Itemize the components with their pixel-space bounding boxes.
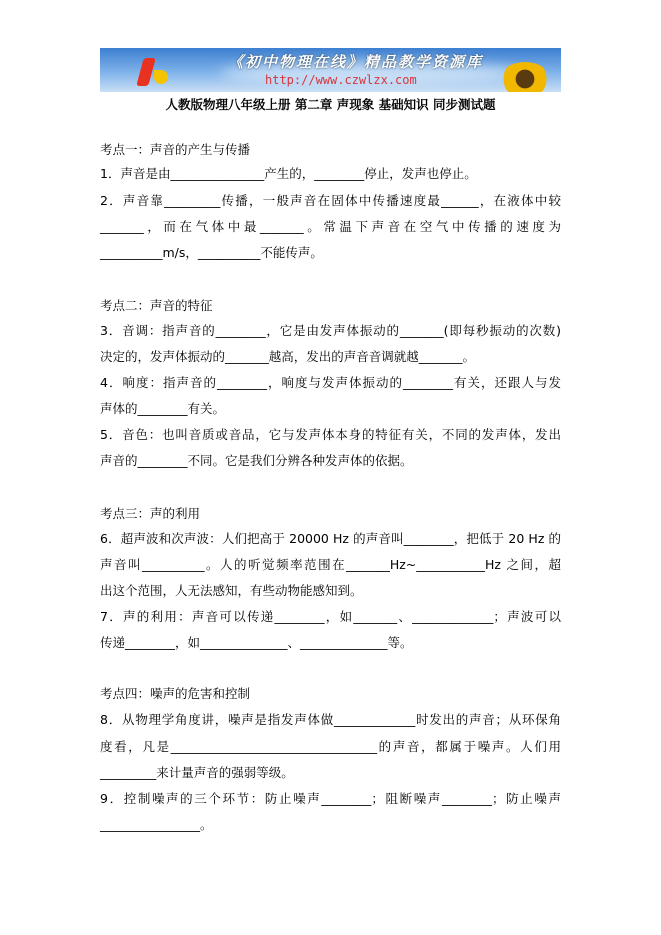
section-heading: 考点二：声音的特征 — [100, 298, 213, 313]
question-line: 决定的，发声体振动的_______越高，发出的声音音调就越_______。 — [100, 349, 476, 364]
question-line: 2．声音靠_________传播，一般声音在固体中传播速度最______，在液体中较 — [100, 193, 561, 208]
question-line: 声体的________有关。 — [100, 401, 226, 416]
question-line: 1．声音是由_______________产生的，________停止，发声也停止。 — [100, 166, 477, 181]
banner-url: http://www.czwlzx.com — [265, 73, 417, 87]
question-line: __________m/s，__________不能传声。 — [100, 245, 323, 260]
question-line: _________来计量声音的强弱等级。 — [100, 765, 294, 780]
section-heading: 考点四：噪声的危害和控制 — [100, 686, 251, 701]
question-line: 4．响度：指声音的________，响度与发声体振动的________有关，还跟人与发 — [100, 375, 561, 390]
document-title: 人教版物理八年级上册 第二章 声现象 基础知识 同步测试题 — [165, 97, 496, 112]
banner-title: 《初中物理在线》精品教学资源库 — [228, 53, 484, 71]
logo-icon-accent — [154, 70, 168, 84]
header-banner — [100, 48, 561, 92]
question-line: ________________。 — [100, 817, 213, 832]
question-line: 9．控制噪声的三个环节：防止噪声________；阻断噪声________；防止噪声 — [100, 791, 561, 806]
question-line: 8．从物理学角度讲，噪声是指发声体做_____________时发出的声音；从环保角 — [100, 712, 561, 727]
question-line: 声音的________不同。它是我们分辨各种发声体的依据。 — [100, 453, 413, 468]
question-line: _______，而在气体中最_______。常温下声音在空气中传播的速度为 — [100, 219, 561, 234]
question-line: 传递________，如______________、______________等。 — [100, 635, 413, 650]
logo-icon — [136, 58, 156, 86]
question-line: 3．音调：指声音的________，它是由发声体振动的_______(即每秒振动的次数) — [100, 323, 561, 338]
question-line: 6．超声波和次声波：人们把高于 20000 Hz 的声音叫________，把低于 20 Hz 的 — [100, 531, 561, 546]
question-line: 7．声的利用：声音可以传递________，如_______、_____________；声波可以 — [100, 609, 561, 624]
question-line: 度看，凡是_________________________________的声音，都属于噪声。人们用 — [100, 739, 561, 754]
question-line: 5．音色：也叫音质或音品，它与发声体本身的特征有关，不同的发声体，发出 — [100, 427, 561, 442]
sunflower-image — [500, 62, 550, 92]
section-heading: 考点一：声音的产生与传播 — [100, 142, 251, 157]
question-line: 声音叫__________。人的听觉频率范围在_______Hz~___________Hz 之间，超 — [100, 557, 561, 572]
question-line: 出这个范围，人无法感知，有些动物能感知到。 — [100, 583, 363, 598]
section-heading: 考点三：声的利用 — [100, 506, 201, 521]
